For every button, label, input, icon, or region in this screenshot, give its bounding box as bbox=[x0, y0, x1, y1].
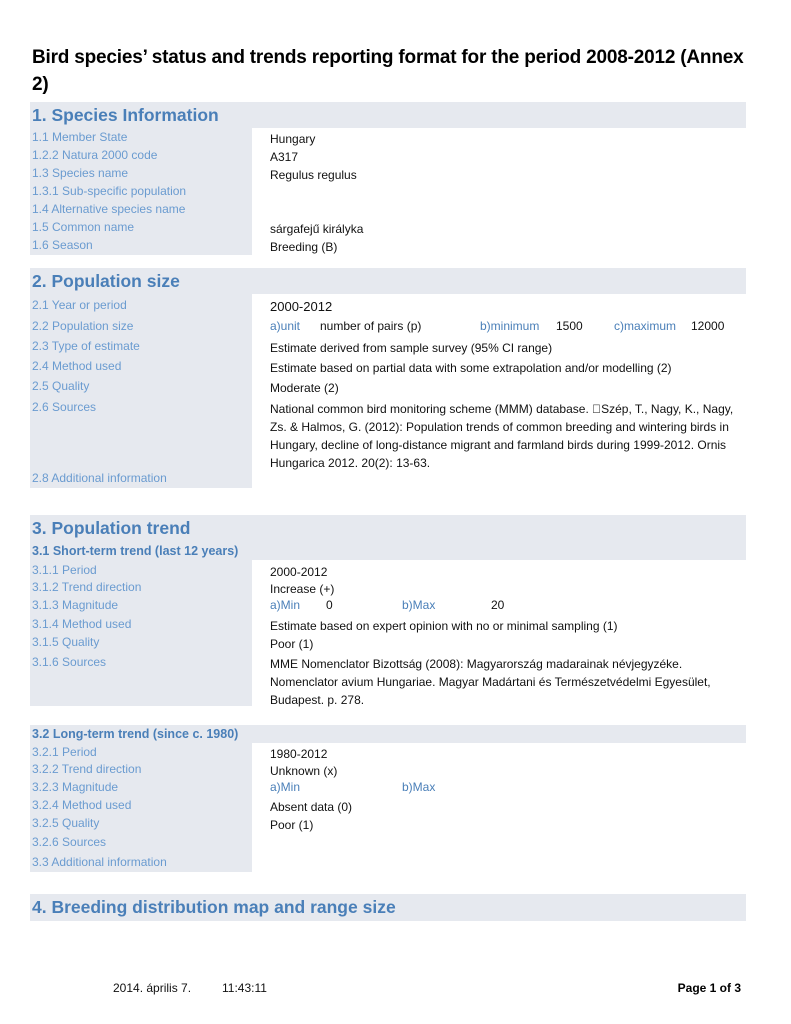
footer-date: 2014. április 7. bbox=[113, 981, 192, 995]
value: Poor (1) bbox=[270, 818, 314, 832]
value: Poor (1) bbox=[270, 637, 314, 651]
label: 3.3 Additional information bbox=[32, 855, 167, 869]
value: A317 bbox=[270, 150, 299, 164]
unit-key: a)unit bbox=[270, 319, 301, 333]
footer-page-number: Page 1 of 3 bbox=[677, 981, 741, 995]
label: 2.4 Method used bbox=[32, 359, 122, 373]
min-key: a)Min bbox=[270, 598, 301, 612]
label: 3.2.5 Quality bbox=[32, 816, 100, 830]
min-key: a)Min bbox=[270, 780, 301, 794]
page-title: Bird species’ status and trends reporting format for the period 2008-2012 (Annex 2) bbox=[32, 47, 744, 95]
max-key: b)Max bbox=[402, 598, 436, 612]
label: 1.4 Alternative species name bbox=[32, 202, 186, 216]
label: 1.1 Member State bbox=[32, 130, 128, 144]
subsection-heading-long-term: 3.2 Long-term trend (since c. 1980) bbox=[30, 725, 746, 743]
value: Absent data (0) bbox=[270, 800, 353, 814]
value: Increase (+) bbox=[270, 582, 335, 596]
label: 3.2.1 Period bbox=[32, 745, 97, 759]
label: 1.3.1 Sub-specific population bbox=[32, 184, 187, 198]
section-heading-population-trend: 3. Population trend bbox=[30, 515, 746, 542]
label: 2.2 Population size bbox=[32, 319, 134, 333]
minimum-key: b)minimum bbox=[480, 319, 540, 333]
label: 3.1.5 Quality bbox=[32, 635, 100, 649]
value: MME Nomenclator Bizottság (2008): Magyarország madarainak névjegyzéke. Nomenclator avium Hungariae. Magyar Madártani és Természetvédelmi Egyesület, Budapest. p. 278. bbox=[270, 657, 711, 707]
label: 3.2.4 Method used bbox=[32, 798, 132, 812]
label: 2.6 Sources bbox=[32, 400, 97, 414]
label: 3.1.3 Magnitude bbox=[32, 598, 119, 612]
section-heading-breeding-distribution: 4. Breeding distribution map and range size bbox=[30, 894, 746, 921]
max-value: 20 bbox=[491, 598, 505, 612]
label: 1.2.2 Natura 2000 code bbox=[32, 148, 158, 162]
value: Regulus regulus bbox=[270, 168, 357, 182]
label: 2.3 Type of estimate bbox=[32, 339, 140, 353]
value: Unknown (x) bbox=[270, 764, 338, 778]
label: 1.3 Species name bbox=[32, 166, 129, 180]
label: 1.6 Season bbox=[32, 238, 93, 252]
section-heading-species-information: 1. Species Information bbox=[30, 102, 746, 128]
value: 2000-2012 bbox=[270, 565, 328, 579]
footer-time: 11:43:11 bbox=[222, 981, 267, 995]
max-key: b)Max bbox=[402, 780, 436, 794]
label: 3.1.1 Period bbox=[32, 563, 97, 577]
label: 3.2.2 Trend direction bbox=[32, 762, 142, 776]
unit-value: number of pairs (p) bbox=[320, 319, 422, 333]
value: Moderate (2) bbox=[270, 381, 339, 395]
maximum-key: c)maximum bbox=[614, 319, 676, 333]
value: Estimate based on partial data with some extrapolation and/or modelling (2) bbox=[270, 361, 672, 375]
minimum-value: 1500 bbox=[556, 319, 583, 333]
label: 1.5 Common name bbox=[32, 220, 135, 234]
label: 3.1.4 Method used bbox=[32, 617, 132, 631]
label: 2.5 Quality bbox=[32, 379, 90, 393]
label: 3.1.2 Trend direction bbox=[32, 580, 142, 594]
value: Breeding (B) bbox=[270, 240, 338, 254]
maximum-value: 12000 bbox=[691, 319, 725, 333]
value: 2000-2012 bbox=[270, 299, 333, 314]
label: 2.1 Year or period bbox=[32, 298, 127, 312]
value: National common bird monitoring scheme (MMM) database.  Szép, T., Nagy, K., Nagy, Zs. & Halmos, G. (2012): Population trends of common breeding and wintering birds in Hungary, decline of long-distance migrant and farmland birds during 1999-2012. Ornis Hungarica 2012. 20(2): 13-63. bbox=[270, 402, 734, 470]
value: 1980-2012 bbox=[270, 747, 328, 761]
value: Estimate derived from sample survey (95% CI range) bbox=[270, 341, 553, 355]
min-value: 0 bbox=[326, 598, 333, 612]
subsection-heading-short-term: 3.1 Short-term trend (last 12 years) bbox=[30, 542, 746, 560]
label: 3.2.3 Magnitude bbox=[32, 780, 119, 794]
value: Hungary bbox=[270, 132, 316, 146]
value: sárgafejű királyka bbox=[270, 222, 364, 236]
label: 3.2.6 Sources bbox=[32, 835, 107, 849]
value: Estimate based on expert opinion with no or minimal sampling (1) bbox=[270, 619, 618, 633]
label: 3.1.6 Sources bbox=[32, 655, 107, 669]
section-heading-population-size: 2. Population size bbox=[30, 268, 746, 294]
label: 2.8 Additional information bbox=[32, 471, 167, 485]
